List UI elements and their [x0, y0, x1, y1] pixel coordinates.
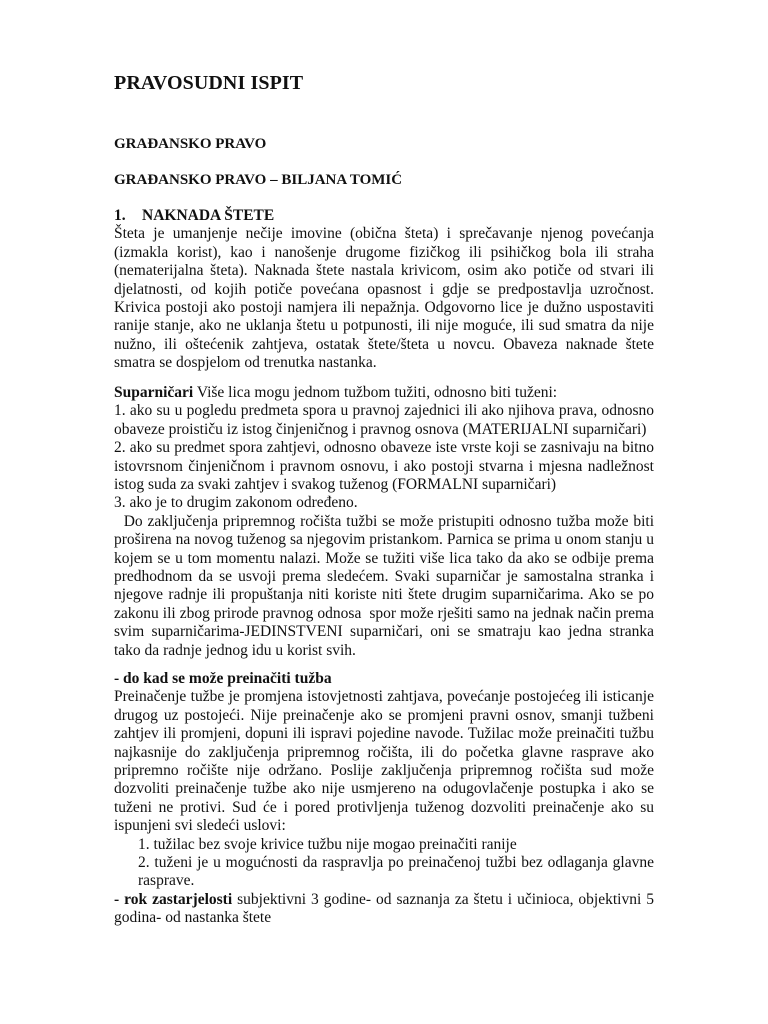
section-naknada-stete — [114, 207, 654, 373]
preinacenje-body: Preinačenje tužbe je promjena istovjetnosti zahtjava, povećanje postojećeg ili isticanje drugog uz postojeći. Nije preinačenje ako se promjeni pravni osnov, smanji tužbeni zahtjev ili promjeni, dopuni ili ispravi pojedine navode. Tužilac može preinačiti tužbu najkasnije do zaključenja pripremnog ročišta, ili do početka glavne rasprave ako pripremno ročište nije održano. Poslije zaključenja pripremnog ročišta sud može dozvoliti preinačenje tužbe ako nije usmjereno na odugovlačenje postupka i ako se tuženi ne protivi. Sud će i pored protivljenja tuženog dozvoliti preinačenje ako su ispunjeni svi sledeći uslovi: — [114, 688, 654, 835]
suparnicari-item-3: 3. ako je to drugim zakonom određeno. — [114, 494, 358, 512]
subject-heading: GRAĐANSKO PRAVO — [114, 136, 267, 152]
preinacenje-heading: - do kad se može preinačiti tužba — [114, 670, 332, 687]
suparnicari-item-2: 2. ako su predmet spora zahtjevi, odnosno obaveze iste vrste koji se zasnivaju na bitno istovrsnom činjeničnom i pravnom osnovu, i ako postoji stvarna i mjesna nadležnost istog suda za svaki zahtjev i svakog tuženog (FORMALNI suparničari) — [114, 439, 654, 494]
section-preinacenje — [114, 670, 654, 928]
suparnicari-intro: Više lica mogu jednom tužbom tužiti, odnosno biti tuženi: — [193, 384, 558, 401]
section-heading — [114, 207, 654, 225]
zastarjelost-body: subjektivni 3 godine- od saznanja za štetu i učinioca, objektivni 5 godina- od nastanka štete — [114, 890, 655, 927]
zastarjelost-label: - rok zastarjelosti — [114, 890, 233, 908]
document-title: PRAVOSUDNI ISPIT — [114, 72, 304, 94]
suparnicari-intro-line — [114, 384, 654, 402]
section-title: NAKNADA ŠTETE — [142, 207, 275, 224]
suparnicari-item-1: 1. ako su u pogledu predmeta spora u pravnoj zajednici ili ako njihova prava, odnosno obaveze proističu iz istog činjeničnog i pravnog osnova (MATERIJALNI suparničari) — [114, 402, 654, 438]
section-number: 1. — [114, 207, 126, 224]
subtitle-heading: GRAĐANSKO PRAVO – BILJANA TOMIĆ — [114, 172, 403, 188]
suparnicari-label: Suparničari — [114, 384, 194, 401]
section-suparnicari — [114, 384, 658, 660]
zastarjelost-paragraph — [114, 891, 654, 928]
preinacenje-condition-1: 1. tužilac bez svoje krivice tužbu nije mogao preinačiti ranije — [138, 835, 517, 853]
preinacenje-conditions — [114, 836, 654, 891]
preinacenje-condition-2: 2. tuženi je u mogućnosti da raspravlja po preinačenoj tužbi bez odlaganja glavne rasprave. — [138, 854, 654, 890]
section-body: Šteta je umanjenje nečije imovine (obična šteta) i sprečavanje njenog povećanja (izmakla korist), kao i nanošenje drugome fizičkog ili psihičkog bola ili straha (nematerijalna šteta). Naknada štete nastala krivicom, osim ako potiče od stvari ili djelatnosti, od kojih potiče povećana opasnost i gdje se predpostavlja uzročnost. Krivica postoji ako postoji namjera ili nepažnja. Odgovorno lice je dužno uspostaviti ranije stanje, ako ne uklanja štetu u potpunosti, ili nije moguće, ili sud smatra da nije nužno, ili oštećenik zahtjeva, ostatak štete/šteta u novcu. Obaveza naknade štete smatra se dospjelom od trenutka nastanka. — [114, 225, 654, 372]
suparnicari-body: Do zaključenja pripremnog ročišta tužbi se može pristupiti odnosno tužba može biti proširena na novog tuženog sa njegovim pristankom. Parnica se prima u onom stanju u kojem se u tom momentu nalazi. Može se tužiti više lica tako da ako se odbije prema predhodnom da se usvoji prema sledećem. Svaki suparničar je samostalna stranka i njegove radnje ili propuštanja niti koriste niti štete drugim suparničarima. Ako se po zakonu ili zbog prirode pravnog odnosa spor može rješiti samo na jednak način prema svim suparničarima-JEDINSTVENI suparničari, oni se smatraju kao jedna stranka tako da radnje jednog idu u korist svih. — [114, 512, 658, 659]
